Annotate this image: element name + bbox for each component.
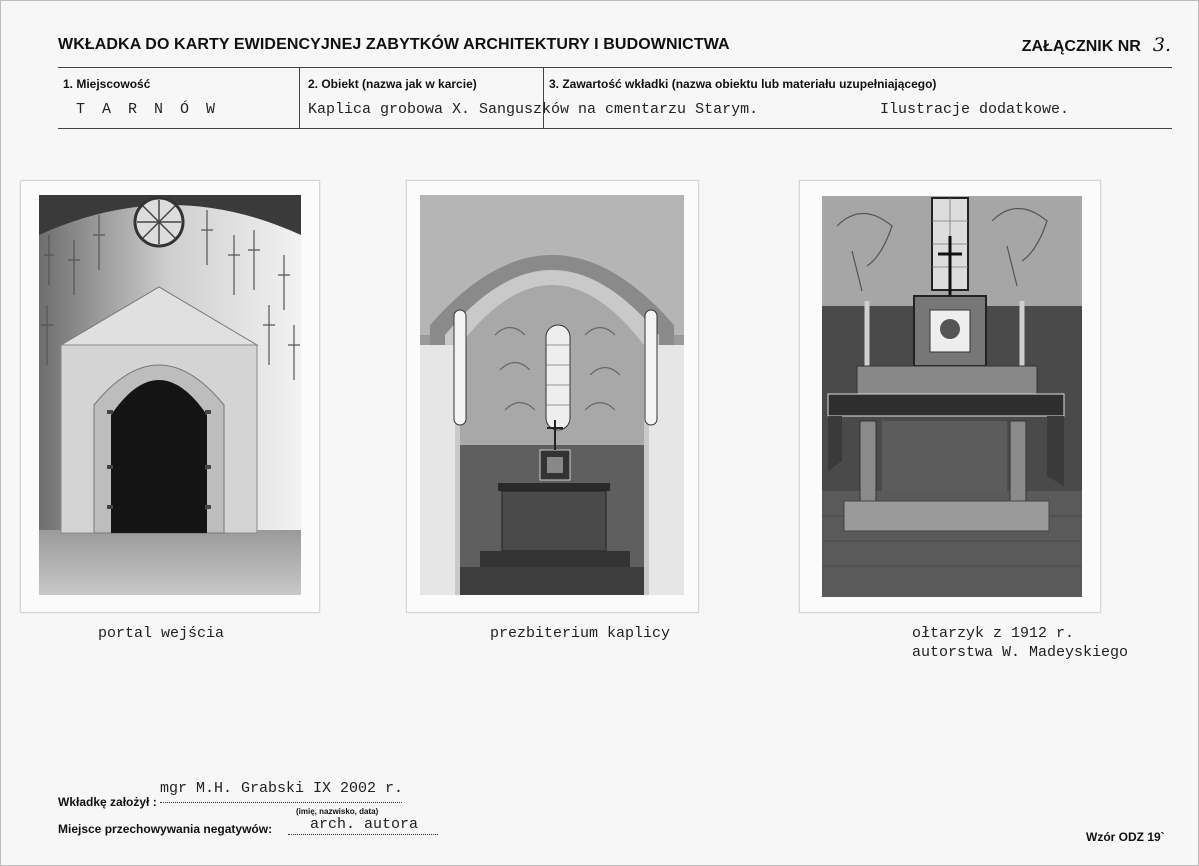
author-label: Wkładkę założył : bbox=[58, 795, 157, 809]
photo-altar bbox=[822, 196, 1082, 597]
storage-dotted-line bbox=[288, 834, 438, 835]
object-value: Kaplica grobowa X. Sanguszków na cmentarzu Starym. bbox=[308, 101, 759, 118]
altar-illustration bbox=[822, 196, 1082, 597]
photo-portal bbox=[39, 195, 301, 595]
caption-line: ołtarzyk z 1912 r. bbox=[912, 625, 1075, 642]
photo-card-presbytery bbox=[406, 180, 699, 613]
field-divider-2 bbox=[543, 67, 544, 128]
author-note: (imię, nazwisko, data) bbox=[296, 807, 379, 816]
object-label: 2. Obiekt (nazwa jak w karcie) bbox=[308, 77, 477, 91]
caption-presbytery bbox=[490, 624, 670, 643]
caption-line: portal wejścia bbox=[98, 625, 225, 642]
caption-altar bbox=[912, 624, 1128, 662]
caption-line: autorstwa W. Madeyskiego bbox=[912, 644, 1129, 661]
author-value: mgr M.H. Grabski IX 2002 r. bbox=[160, 780, 404, 797]
content-value: Ilustracje dodatkowe. bbox=[880, 101, 1070, 118]
field-divider-1 bbox=[299, 67, 300, 128]
annex-label bbox=[1022, 34, 1171, 56]
fields-bottom-rule bbox=[58, 128, 1172, 129]
header-rule bbox=[58, 67, 1172, 68]
caption-portal bbox=[98, 624, 224, 643]
document-title: WKŁADKA DO KARTY EWIDENCYJNEJ ZABYTKÓW ARCHITEKTURY I BUDOWNICTWA bbox=[58, 36, 730, 53]
locality-label: 1. Miejscowość bbox=[63, 77, 151, 91]
photo-card-portal bbox=[20, 180, 320, 613]
storage-label: Miejsce przechowywania negatywów: bbox=[58, 822, 273, 836]
locality-value: T A R N Ó W bbox=[76, 101, 220, 118]
presbytery-illustration bbox=[420, 195, 684, 595]
storage-value: arch. autora bbox=[310, 816, 419, 833]
photo-card-altar bbox=[799, 180, 1101, 613]
author-dotted-line bbox=[160, 802, 402, 803]
caption-line: prezbiterium kaplicy bbox=[490, 625, 671, 642]
annex-label-text: ZAŁĄCZNIK NR bbox=[1021, 38, 1141, 55]
portal-illustration bbox=[39, 195, 301, 595]
annex-number: 3. bbox=[1152, 34, 1171, 56]
form-code: Wzór ODZ 19` bbox=[1086, 830, 1165, 844]
photo-presbytery bbox=[420, 195, 684, 595]
content-label: 3. Zawartość wkładki (nazwa obiektu lub materiału uzupełniającego) bbox=[549, 77, 937, 91]
